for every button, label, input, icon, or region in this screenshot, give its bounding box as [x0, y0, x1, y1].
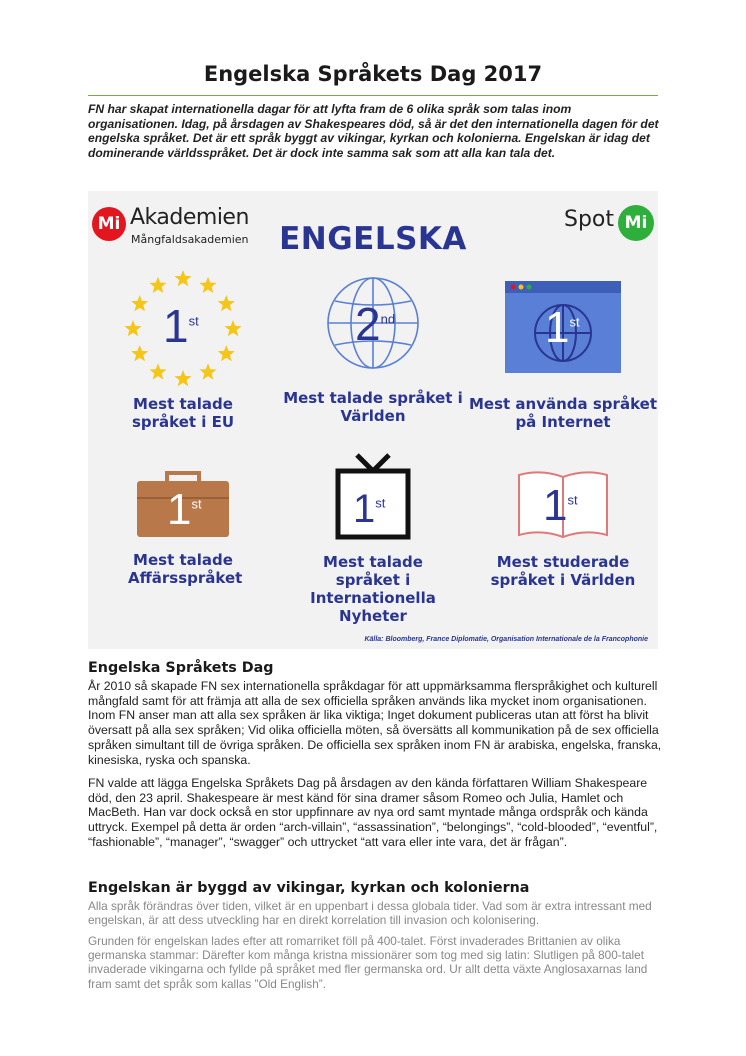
section2-paragraph-2: Grunden för engelskan lades efter att romarriket föll på 400-talet. Först invaderades Brittanien av olika germanska stammar: Därefter kom många kristna missionärer som tog med sig latin: Slutligen på 800-talet invaderade vikingarna och fyllde på språket med fler germanska ord. Ur allt detta växte Anglosaxarnas land fram samt det språk som kallas ”Old English”. [88, 934, 648, 991]
section1-heading: Engelska Språkets Dag [88, 660, 274, 676]
rank-number: 1 [545, 303, 570, 352]
rank-number: 1 [163, 300, 189, 352]
eu-star [199, 363, 216, 379]
intro-paragraph: FN har skapat internationella dagar för att lyfta fram de 6 olika språk som talas inom organisationen. Idag, på årsdagen av Shakespeares död, så är det den internationella dagen för det engelska språket. Det är ett språk byggt av vikingar, kyrkan och kolonierna. Engelskan är idag det dominerande världsspråket. Det är dock inte samma sak som att alla kan tala det. [88, 102, 659, 160]
browser-globe-icon [505, 281, 621, 373]
briefcase-icon [137, 469, 229, 537]
rank-suffix: st [569, 314, 580, 330]
cell-world [278, 275, 468, 425]
cell-news [278, 451, 468, 625]
spotmi-logo-mark: Mi [618, 205, 654, 241]
infographic [88, 191, 658, 649]
eu-star [149, 363, 166, 379]
cell-internet [468, 281, 658, 431]
eu-star [218, 295, 235, 311]
source-credit: Källa: Bloomberg, France Diplomatie, Organisation Internationale de la Francophonie [364, 636, 648, 643]
rank-suffix: st [567, 492, 578, 508]
cell-label: Mest talade Affärsspråket [128, 551, 243, 587]
infographic-heading: ENGELSKA [279, 221, 467, 257]
globe-icon [325, 275, 421, 371]
logo-name: Akademien [130, 205, 249, 230]
eu-star [174, 370, 191, 386]
eu-star [149, 277, 166, 293]
cell-label: Mest talade språket i Världen [283, 389, 463, 425]
book-icon [515, 469, 611, 539]
eu-stars-icon [123, 269, 243, 389]
eu-star [174, 270, 191, 286]
tv-icon [335, 451, 411, 541]
eu-star [218, 345, 235, 361]
eu-star [131, 345, 148, 361]
cell-business [88, 469, 278, 587]
rank-suffix: st [191, 496, 202, 512]
cell-label: Mest talade språket i EU [131, 395, 235, 431]
page-title: Engelska Språkets Dag 2017 [203, 62, 543, 86]
title-divider [88, 95, 658, 96]
spotmi-logo-name: Spot [564, 207, 615, 232]
rank-suffix: st [188, 313, 199, 329]
mi-logo-mark: Mi [92, 207, 126, 241]
eu-star [224, 320, 241, 336]
section2-paragraph-1: Alla språk förändras över tiden, vilket är en uppenbart i dessa globala tider. Vad som är extra intressant med engelskan, är att dess utveckling har en direkt korrelation till invasion och kolonisering. [88, 899, 652, 928]
section1-paragraph-1: År 2010 så skapade FN sex internationella språkdagar för att uppmärksamma flerspråkighet och kulturell mångfald samt för att främja att alla de sex officiella språken används lika mycket inom organisationen. Inom FN anser man att alla sex språken är lika viktiga; Inget dokument publiceras utan att först ha blivit översatt på alla sex språken; Vid olika officiella möten, så översätts all kommunikation på de sex officiella språken simultant till de övriga språken. De officiella sex språken inom FN är arabiska, engelska, franska, kinesiska, ryska och spanska. [88, 679, 662, 767]
cell-eu [88, 269, 278, 431]
section2-heading: Engelskan är byggd av vikingar, kyrkan och kolonierna [88, 880, 530, 896]
rank-number: 2 [355, 298, 381, 350]
cell-label: Mest använda språket på Internet [469, 395, 657, 431]
section1-paragraph-2: FN valde att lägga Engelska Språkets Dag på årsdagen av den kända författaren William Shakespeare död, den 23 april. Shakespeare är mest känd för sina dramer såsom Romeo och Julia, Hamlet och MacBeth. Han var dock också en stor uppfinnare av nya ord samt myntade många ordspråk och kända uttryck. Exempel på detta är orden “arch-villain”, “assassination”, “belongings”, “cold-blooded”, “eventful”, “fashionable”, “manager”, “swagger” och uttrycket “att vara eller inte vara, det är frågan”. [88, 776, 658, 849]
eu-star [124, 320, 141, 336]
cell-studied [468, 469, 658, 589]
rank-suffix: nd [380, 311, 396, 327]
eu-star [199, 277, 216, 293]
rank-number: 1 [353, 487, 376, 531]
rank-suffix: st [375, 495, 386, 511]
eu-star [131, 295, 148, 311]
cell-label: Mest talade språket i Internationella Nyheter [310, 553, 436, 625]
cell-label: Mest studerade språket i Världen [490, 553, 636, 589]
rank-number: 1 [543, 481, 568, 530]
logo-subtitle: Mångfaldsakademien [131, 233, 249, 246]
rank-number: 1 [167, 485, 192, 534]
